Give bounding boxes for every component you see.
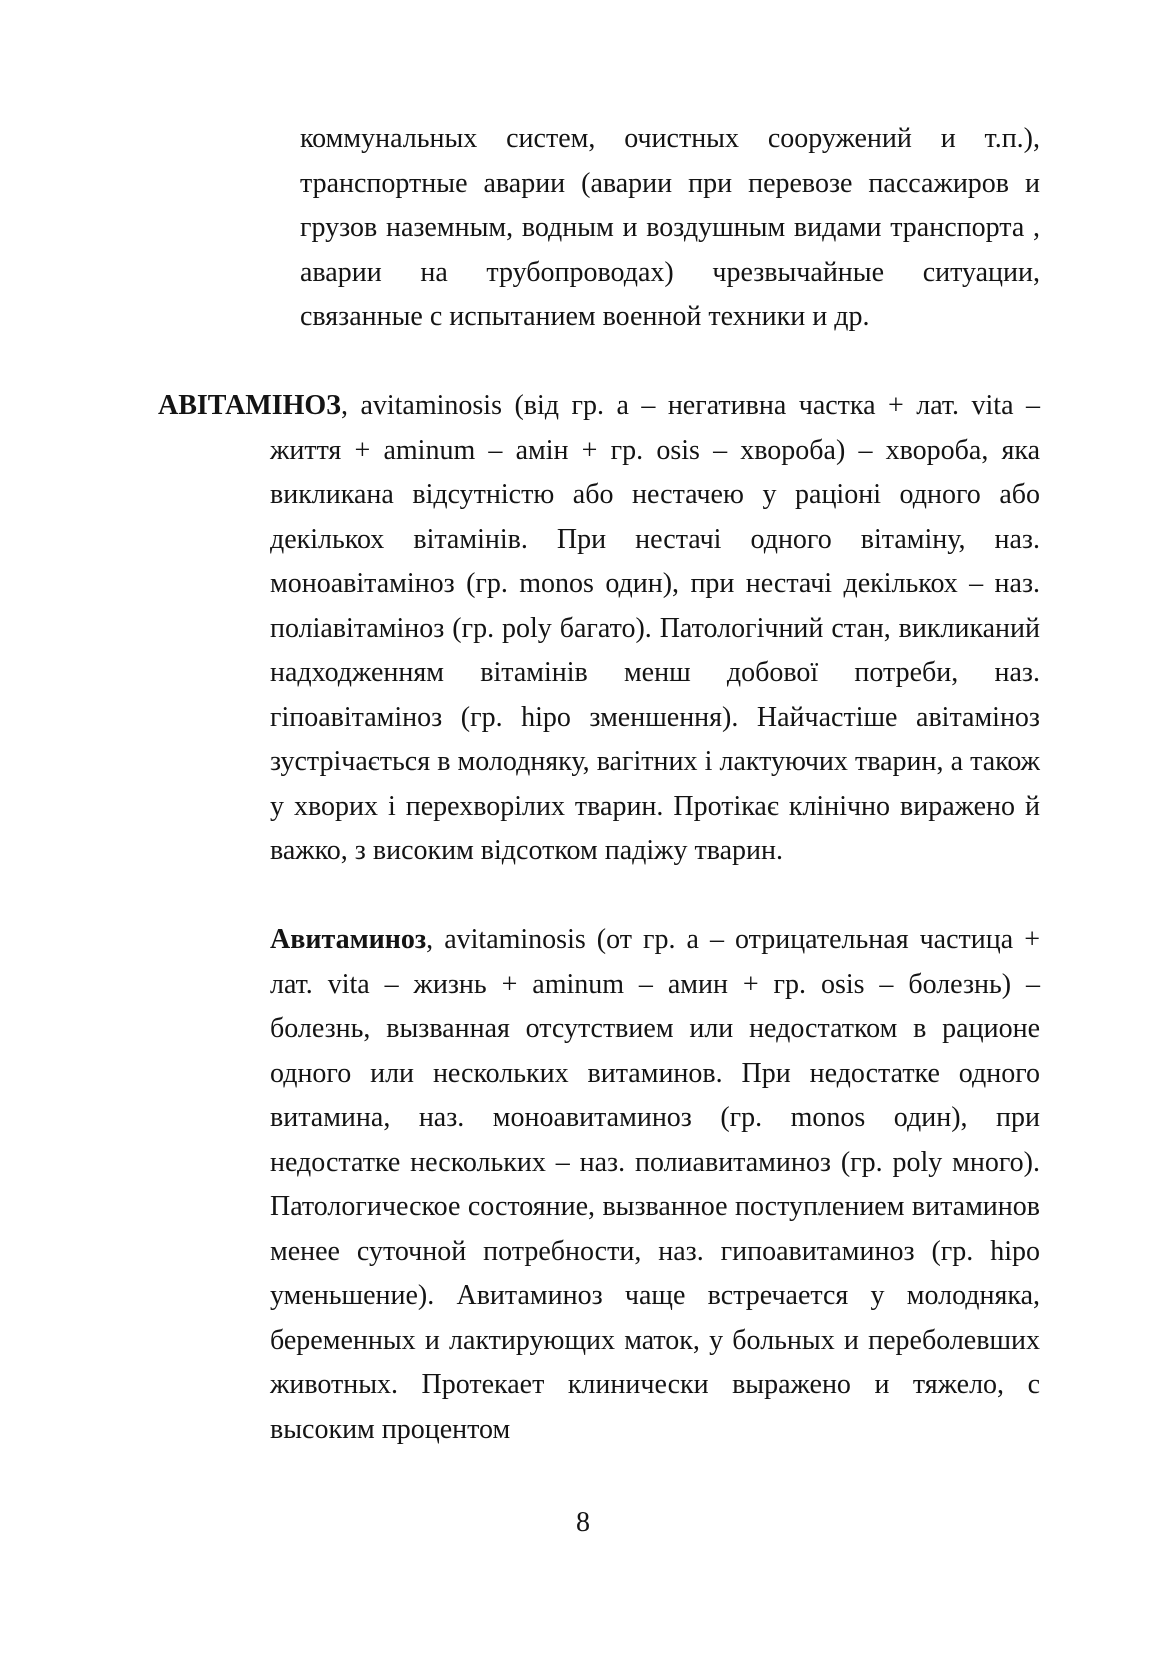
continuation-text: коммунальных систем, очистных сооружений и т.п.), транспортные аварии (аварии при перевозе пассажиров и грузов наземным, водным и воздушным видами транспорта , аварии на трубопроводах) чрезвычайные ситуации, связанные с испытанием военной техники и др.: [300, 123, 1040, 332]
entry-definition: , avitaminosis (от гр. а – отрицательная частица + лат. vita – жизнь + aminum – амин + гр. osis – болезнь) – болезнь, вызванная отсутствием или недостатком в рационе одного или нескольких витаминов. При недостатке одного витамина, наз. моноавитаминоз (гр. monos один), при недостатке нескольких – наз. полиавитаминоз (гр. poly много). Патологическое состояние, вызванное поступлением витаминов менее суточной потребности, наз. гипоавитаминоз (гр. hipo уменьшение). Авитаминоз чаще встречается у молодняка, беременных и лактирующих маток, у больных и переболевших животных. Протекает клинически выражено и тяжело, с высоким процентом: [270, 924, 1040, 1445]
entry-headword: Авитаминоз: [270, 924, 427, 955]
dictionary-entry-ukrainian: [158, 384, 1040, 874]
page-number: 8: [576, 1507, 590, 1538]
entry-definition: , avitaminosis (від гр. а – негативна частка + лат. vita – життя + aminum – амін + гр. osis – хвороба) – хвороба, яка викликана відсутністю або нестачею у раціоні одного або декількох вітамінів. При нестачі одного вітаміну, наз. моноавітаміноз (гр. monos один), при нестачі декількох – наз. поліавітаміноз (гр. poly багато). Патологічний стан, викликаний надходженням вітамінів менш добової потреби, наз. гіпоавітаміноз (гр. hipo зменшення). Найчастіше авітаміноз зустрічається в молодняку, вагітних і лактуючих тварин, а також у хворих і перехворілих тварин. Протікає клінічно виражено й важко, з високим відсотком падіжу тварин.: [270, 390, 1040, 866]
continuation-paragraph: [300, 117, 1040, 340]
dictionary-entry-russian: [270, 918, 1040, 1452]
entry-headword: АВІТАМІНОЗ: [158, 390, 341, 421]
